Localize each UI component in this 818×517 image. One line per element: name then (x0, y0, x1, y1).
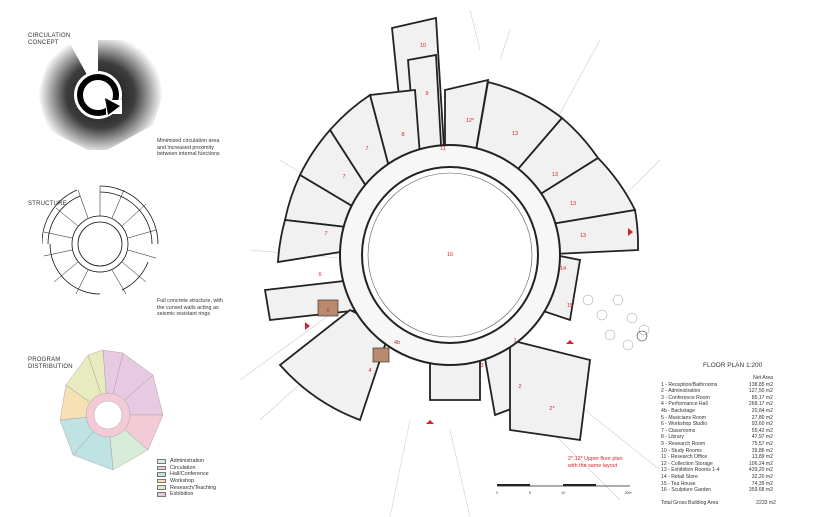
total-area-label: Total Gross Building Area (661, 499, 719, 506)
room-number: 8 (401, 132, 405, 138)
room-number: 13 (569, 201, 577, 207)
area-schedule (661, 375, 776, 506)
area-row-name: 16 - Sculpture Garden (661, 487, 712, 494)
area-row-name: 4 - Performance Hall (661, 401, 708, 408)
area-row-value: 74,39 m2 (751, 480, 773, 487)
room-number: 11 (440, 146, 446, 152)
legend-item: Research/Teaching (157, 484, 216, 491)
area-row-value: 27,80 m2 (751, 414, 773, 421)
scale-label: 10 (561, 491, 565, 495)
room-number: 4 (368, 368, 372, 374)
program-heading: PROGRAM DISTRIBUTION (28, 357, 73, 370)
room-number: 2* (549, 406, 555, 412)
structure-note: Full concrete structure, with the curved walls acting as seismic resistant rings (157, 298, 223, 318)
room-number: 6 (318, 272, 322, 278)
legend-swatch (157, 492, 166, 497)
legend-item: Hall/Conference (157, 471, 216, 478)
legend-swatch (157, 479, 166, 484)
room-number: 4b (393, 340, 401, 346)
area-row (661, 388, 773, 395)
area-row (661, 401, 773, 408)
area-row-name: 8 - Library (661, 434, 684, 441)
area-row (661, 487, 773, 494)
area-row-name: 1 - Reception/Bathrooms (661, 381, 718, 388)
area-row-name: 11 - Research Office (661, 454, 708, 461)
program-legend (157, 458, 216, 498)
area-row-value: 138,85 m2 (748, 381, 773, 388)
room-number: 5 (326, 308, 330, 314)
area-row (661, 382, 773, 389)
area-row-value: 20,84 m2 (751, 407, 773, 414)
room-number: 13 (511, 131, 519, 137)
area-row-name: 2 - Administration (661, 388, 701, 395)
area-rows (661, 382, 776, 494)
room-number: 13 (579, 233, 587, 239)
north-arrow-icon (637, 331, 647, 341)
area-row-name: 4b - Backstage (661, 407, 695, 414)
total-area-row (661, 500, 776, 507)
area-row-value: 359,68 m2 (748, 487, 773, 494)
area-row (661, 454, 773, 461)
room-number: 16 (446, 252, 454, 258)
area-row-value: 268,17 m2 (748, 401, 773, 408)
area-row-name: 13 - Exhibition Rooms 1-4 (661, 467, 720, 474)
area-row-value: 55,42 m2 (751, 427, 773, 434)
area-row-value: 93,60 m2 (751, 421, 773, 428)
total-area-value: 2233 m2 (756, 499, 776, 506)
area-row-name: 5 - Musicians Room (661, 414, 707, 421)
room-number: 12* (465, 118, 475, 124)
legend-item: Workshop (157, 478, 216, 485)
legend-item: Administration (157, 458, 216, 465)
area-row-value: 439,20 m2 (748, 467, 773, 474)
area-row-name: 6 - Workshop Studio (661, 421, 708, 428)
area-row (661, 441, 773, 448)
area-row (661, 474, 773, 481)
legend-item: Exhibition (157, 491, 216, 498)
area-row (661, 467, 773, 474)
area-row-name: 3 - Conference Room (661, 394, 710, 401)
scale-label: 5 (529, 491, 531, 495)
room-number: 15 (566, 303, 574, 309)
scale-label: 0 (496, 491, 498, 495)
area-row-name: 12 - Collection Storage (661, 460, 713, 467)
room-number: 13 (551, 172, 559, 178)
legend-swatch (157, 466, 166, 471)
circulation-note: Minimized circulation area and increased proximity between internal functions (157, 138, 220, 158)
circulation-heading: CIRCULATION CONCEPT (28, 33, 71, 46)
area-row (661, 415, 773, 422)
scale-label: 20m (624, 491, 632, 495)
room-number: 14 (559, 266, 567, 272)
area-row (661, 461, 773, 468)
area-row (661, 481, 773, 488)
area-row-value: 106,24 m2 (748, 460, 773, 467)
area-row-value: 75,57 m2 (751, 440, 773, 447)
room-number: 3 (480, 363, 484, 369)
area-row (661, 408, 773, 415)
legend-swatch (157, 472, 166, 477)
area-row (661, 421, 773, 428)
room-number: 2 (518, 384, 522, 390)
area-row-value: 127,50 m2 (748, 388, 773, 395)
area-row-name: 15 - Tea House (661, 480, 696, 487)
program-diagram (58, 345, 168, 480)
area-row-name: 9 - Research Room (661, 440, 706, 447)
area-row-name: 14 - Retail Store (661, 473, 698, 480)
area-row-value: 85,17 m2 (751, 394, 773, 401)
room-number: 10 (419, 43, 427, 49)
circulation-diagram (38, 40, 178, 150)
net-area-label: Net Area (753, 375, 773, 381)
room-number: 9 (425, 91, 429, 97)
floor-plan (240, 0, 660, 517)
room-number: 7 (342, 174, 346, 180)
structure-diagram (42, 182, 162, 302)
area-row (661, 395, 773, 402)
area-row-value: 47,97 m2 (751, 434, 773, 441)
legend-item: Circulation (157, 465, 216, 472)
area-row (661, 448, 773, 455)
structure-heading: STRUCTURE (28, 201, 67, 207)
area-row (661, 428, 773, 435)
area-row-name: 7 - Classrooms (661, 427, 696, 434)
area-row (661, 434, 773, 441)
area-row-value: 32,20 m2 (751, 473, 773, 480)
room-number: 7 (365, 146, 369, 152)
room-number: 1 (513, 338, 517, 344)
scale-bar (496, 484, 631, 495)
area-row-value: 13,89 m2 (751, 454, 773, 461)
upper-floor-note: 2*,12* Upper floor plan with the same layout (568, 456, 623, 469)
legend-swatch (157, 459, 166, 464)
floor-plan-title: FLOOR PLAN 1:200 (703, 362, 763, 369)
room-number: 7 (324, 231, 328, 237)
area-row-name: 10 - Study Rooms (661, 447, 702, 454)
legend-swatch (157, 485, 166, 490)
area-row-value: 39,86 m2 (751, 447, 773, 454)
